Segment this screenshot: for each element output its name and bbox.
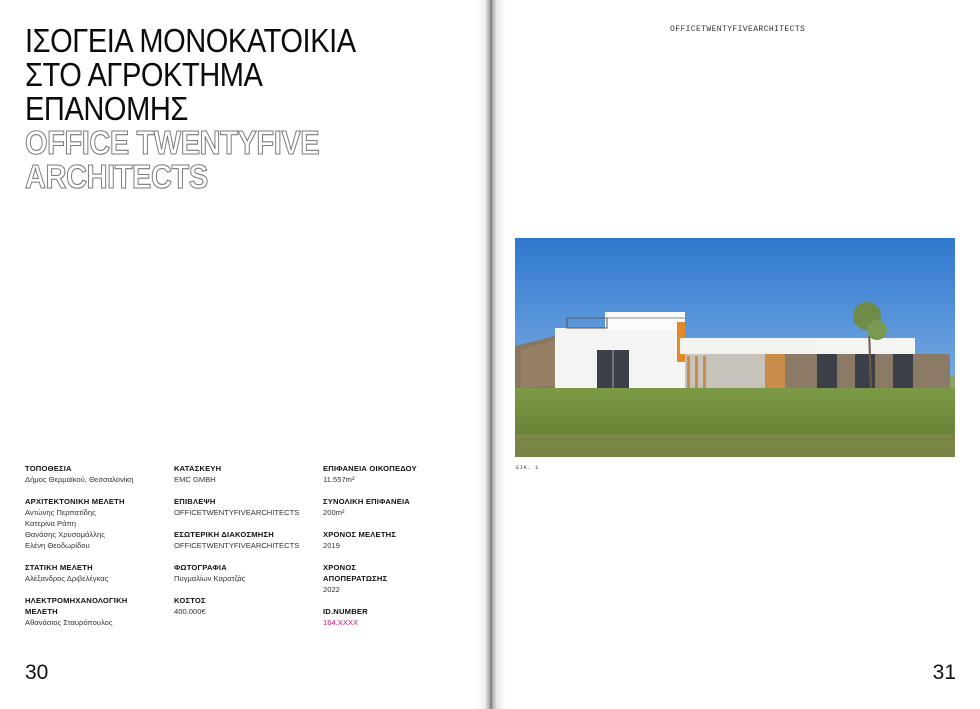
credit-label: ΕΣΩΤΕΡΙΚΗ ΔΙΑΚΟΣΜΗΣΗ bbox=[174, 530, 274, 539]
credit-label: ΧΡΟΝΟΣ ΜΕΛΕΤΗΣ bbox=[323, 530, 397, 539]
credit-photography bbox=[174, 562, 314, 584]
credit-interior-design bbox=[174, 529, 314, 551]
page-number-right: 31 bbox=[932, 661, 956, 684]
credit-label: ΚΑΤΑΣΚΕΥΗ bbox=[174, 464, 222, 473]
credit-label: ΗΛΕΚΤΡΟΜΗΧΑΝΟΛΟΓΙΚΗ ΜΕΛΕΤΗ bbox=[25, 596, 128, 616]
credit-plot-area bbox=[323, 463, 463, 485]
title-line: ΕΠΑΝΟΜΗΣ bbox=[25, 90, 188, 127]
credit-label: ΕΠΙΦΑΝΕΙΑ ΟΙΚΟΠΕΔΟΥ bbox=[323, 464, 417, 473]
credit-cost bbox=[174, 595, 314, 617]
credit-value: Δήμος Θερμαϊκού, Θεσσαλονίκη bbox=[25, 475, 134, 484]
credit-value: Πυγμαλίων Καρατζάς bbox=[174, 574, 246, 583]
credit-value: 400.000€ bbox=[174, 607, 206, 616]
credit-label: ΤΟΠΟΘΕΣΙΑ bbox=[25, 464, 72, 473]
page-number-left: 30 bbox=[25, 661, 49, 684]
credit-id-number bbox=[323, 606, 463, 628]
article-title bbox=[25, 24, 401, 194]
house-photo bbox=[515, 238, 955, 457]
architect-name-line: ARCHITECTS bbox=[25, 158, 208, 195]
right-page bbox=[494, 0, 980, 709]
credit-label: ΚΟΣΤΟΣ bbox=[174, 596, 206, 605]
credit-design-year bbox=[323, 529, 463, 551]
credit-label: ΕΠΙΒΛΕΨΗ bbox=[174, 497, 216, 506]
left-page bbox=[0, 0, 488, 709]
credit-construction bbox=[174, 463, 314, 485]
credits-column-3 bbox=[323, 463, 463, 639]
running-header: OFFICETWENTYFIVEARCHITECTS bbox=[670, 25, 806, 34]
credit-label: ΧΡΟΝΟΣ ΑΠΟΠΕΡΑΤΩΣΗΣ bbox=[323, 563, 388, 583]
credit-value: EMC GMBH bbox=[174, 475, 216, 484]
credit-label: ID.NUMBER bbox=[323, 607, 368, 616]
title-line: ΣΤΟ ΑΓΡΟΚΤΗΜΑ bbox=[25, 56, 263, 93]
credit-structural-design bbox=[25, 562, 165, 584]
credit-label: ΣΥΝΟΛΙΚΗ ΕΠΙΦΑΝΕΙΑ bbox=[323, 497, 410, 506]
architect-name-line: OFFICE TWENTYFIVE bbox=[25, 124, 320, 161]
credit-mep-design bbox=[25, 595, 165, 628]
credit-value: 2022 bbox=[323, 585, 340, 594]
credit-value: 200m² bbox=[323, 508, 345, 517]
credit-label: ΣΤΑΤΙΚΗ ΜΕΛΕΤΗ bbox=[25, 563, 93, 572]
credit-label: ΑΡΧΙΤΕΚΤΟΝΙΚΗ ΜΕΛΕΤΗ bbox=[25, 497, 125, 506]
credit-location bbox=[25, 463, 165, 485]
title-line: ΙΣΟΓΕΙΑ ΜΟΝΟΚΑΤΟΙΚΙΑ bbox=[25, 22, 356, 59]
credit-architectural-design bbox=[25, 496, 165, 551]
house-photo-illustration bbox=[515, 238, 955, 457]
credits-column-2 bbox=[174, 463, 314, 628]
credit-value: Αθανάσιος Σταυρόπουλος bbox=[25, 618, 113, 627]
credit-completion-year bbox=[323, 562, 463, 595]
credit-supervision bbox=[174, 496, 314, 518]
credits-column-1 bbox=[25, 463, 165, 639]
book-spine-shadow bbox=[476, 0, 506, 709]
credit-value: 2019 bbox=[323, 541, 340, 550]
credit-total-area bbox=[323, 496, 463, 518]
credit-value: Αντώνης Περπατίδης Κατερίνα Ράπη Θανάσης Χρυσομάλλης Ελένη Θεοδωρίδου bbox=[25, 508, 105, 550]
credit-value: Αλέξανδρος Δριβελέγκας bbox=[25, 574, 109, 583]
credit-value: 11.557m² bbox=[323, 475, 355, 484]
id-number-value: 164.XXXX bbox=[323, 618, 359, 627]
credit-label: ΦΩΤΟΓΡΑΦΙΑ bbox=[174, 563, 227, 572]
credit-value: OFFICETWENTYFIVEARCHITECTS bbox=[174, 508, 300, 517]
figure-caption: ΕΙΚ. 1 bbox=[516, 464, 539, 471]
credit-value: OFFICETWENTYFIVEARCHITECTS bbox=[174, 541, 300, 550]
